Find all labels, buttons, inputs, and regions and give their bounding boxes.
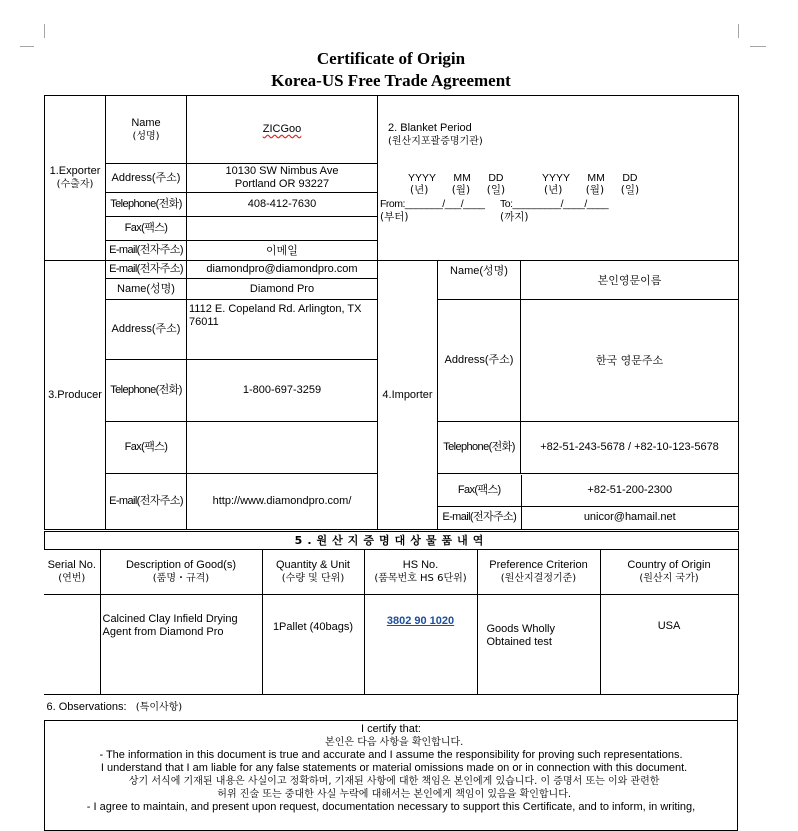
producer-email2-value[interactable]: http://www.diamondpro.com/ <box>187 474 378 530</box>
header-description: Description of Good(s) (품명・규격) <box>100 550 262 595</box>
goods-section-title: 5.원산지증명대상물품내역 <box>45 532 739 550</box>
to-units-ko: (년) (월) (일) <box>544 184 640 196</box>
importer-telephone-label: Telephone(전화) <box>438 422 521 474</box>
importer-address-label: Address(주소) <box>438 300 521 422</box>
from-field[interactable]: From:_______/___/____ <box>380 198 485 210</box>
header-serial: Serial No. (연번) <box>44 550 100 595</box>
importer-section-label: 4.Importer <box>378 261 438 530</box>
exporter-fax-label: Fax(팩스) <box>106 217 187 241</box>
to-label-ko: (까지) <box>500 211 529 223</box>
header-country: Country of Origin (원산지 국가) <box>600 550 738 595</box>
crop-mark <box>20 46 34 47</box>
exporter-name-label: Name (성명) <box>106 96 187 164</box>
title-line1: Certificate of Origin <box>316 49 466 68</box>
exporter-telephone-value[interactable]: 408-412-7630 <box>187 193 378 217</box>
producer-fax-label: Fax(팩스) <box>106 422 187 474</box>
importer-fax-label: Fax(팩스) <box>438 475 521 507</box>
to-units: YYYY MM DD <box>542 172 638 184</box>
from-units: YYYY MM DD <box>408 172 504 184</box>
goods-description[interactable]: Calcined Clay Infield Drying Agent from Diamond Pro <box>100 595 262 695</box>
exporter-fax-value[interactable] <box>187 217 378 241</box>
exporter-telephone-label: Telephone(전화) <box>106 193 187 217</box>
crop-mark <box>738 24 739 38</box>
blanket-period <box>378 96 739 261</box>
importer-name-value[interactable]: 본인영문이름 <box>521 261 739 300</box>
from-label-ko: (부터) <box>380 211 409 223</box>
producer-telephone-value[interactable]: 1-800-697-3259 <box>187 360 378 422</box>
exporter-section-label: 1.Exporter (수출자) <box>45 96 106 261</box>
importer-telephone-value[interactable]: +82-51-243-5678 / +82-10-123-5678 <box>521 422 739 474</box>
importer-fax-email-block <box>438 474 739 530</box>
producer-address-label: Address(주소) <box>106 300 187 360</box>
observations-table <box>44 694 738 831</box>
importer-email-value[interactable]: unicor@hamail.net <box>583 511 676 524</box>
blanket-title: 2. Blanket Period (원산지포괄증명기관) <box>388 122 483 147</box>
producer-email-value[interactable]: diamondpro@diamondpro.com <box>187 261 378 279</box>
importer-fax-value[interactable]: +82-51-200-2300 <box>521 475 738 507</box>
goods-table <box>44 531 739 550</box>
exporter-address-value[interactable]: 10130 SW Nimbus Ave Portland OR 93227 <box>187 164 378 193</box>
producer-telephone-label: Telephone(전화) <box>106 360 187 422</box>
importer-name-label: Name(성명) <box>438 261 521 300</box>
exporter-email-value[interactable]: 이메일 <box>187 241 378 261</box>
goods-detail-table <box>44 549 739 695</box>
producer-fax-value[interactable] <box>187 422 378 474</box>
producer-name-value[interactable]: Diamond Pro <box>187 279 378 300</box>
goods-quantity[interactable]: 1Pallet (40bags) <box>262 595 364 695</box>
goods-criterion[interactable]: Goods Wholly Obtained test <box>477 595 600 695</box>
producer-section-label: 3.Producer <box>45 261 106 530</box>
to-field[interactable]: To:_________/____/____ <box>500 198 609 210</box>
title-line2: Korea-US Free Trade Agreement <box>271 71 511 90</box>
crop-mark <box>44 24 45 38</box>
importer-address-value[interactable]: 한국 영문주소 <box>521 300 739 422</box>
from-units-ko: (년) (월) (일) <box>410 184 506 196</box>
document-title <box>44 48 738 94</box>
goods-serial[interactable] <box>44 595 100 695</box>
exporter-name-value[interactable]: ZICGoo <box>187 96 378 164</box>
producer-address-value[interactable]: 1112 E. Copeland Rd. Arlington, TX 76011 <box>187 300 378 360</box>
exporter-address-label: Address(주소) <box>106 164 187 193</box>
certification-text: I certify that: 본인은 다음 사항을 확인합니다. - The information in this document is true and accurate and I assume the responsibility for proving such representations. I understand that I am liable for any false statements or material omissions made on or in connection with this document. 상기 서식에 기재된 내용은 사실이고 정확하며, 기재된 사항에 대한 책임은 본인에게 있습니다. 이 증명서 또는 이와 관련한 허위 진술 또는 중대한 사실 누락에 대해서는 본인에게 책임이 있음을 확인합니다. - I agree to maintain, and present upon request, documentation necessary to support this Certificate, and to inform, in writing, <box>45 721 738 831</box>
producer-name-label: Name(성명) <box>106 279 187 300</box>
exporter-email-label: E-mail(전자주소) <box>106 241 187 261</box>
certificate-table <box>44 95 739 530</box>
producer-email2-label: E-mail(전자주소) <box>106 474 187 530</box>
header-criterion: Preference Criterion (원산지결정기준) <box>477 550 600 595</box>
crop-mark <box>750 46 766 47</box>
goods-hs-no[interactable]: 3802 90 1020 <box>364 595 477 695</box>
producer-email-label: E-mail(전자주소) <box>106 261 187 279</box>
goods-country[interactable]: USA <box>600 595 738 695</box>
header-quantity: Quantity & Unit (수량 및 단위) <box>262 550 364 595</box>
importer-email-label: E-mail(전자주소) <box>438 507 521 529</box>
header-hs-no: HS No. (품목번호 HS 6단위) <box>364 550 477 595</box>
observations[interactable]: 6. Observations: (특이사항) <box>45 695 738 721</box>
